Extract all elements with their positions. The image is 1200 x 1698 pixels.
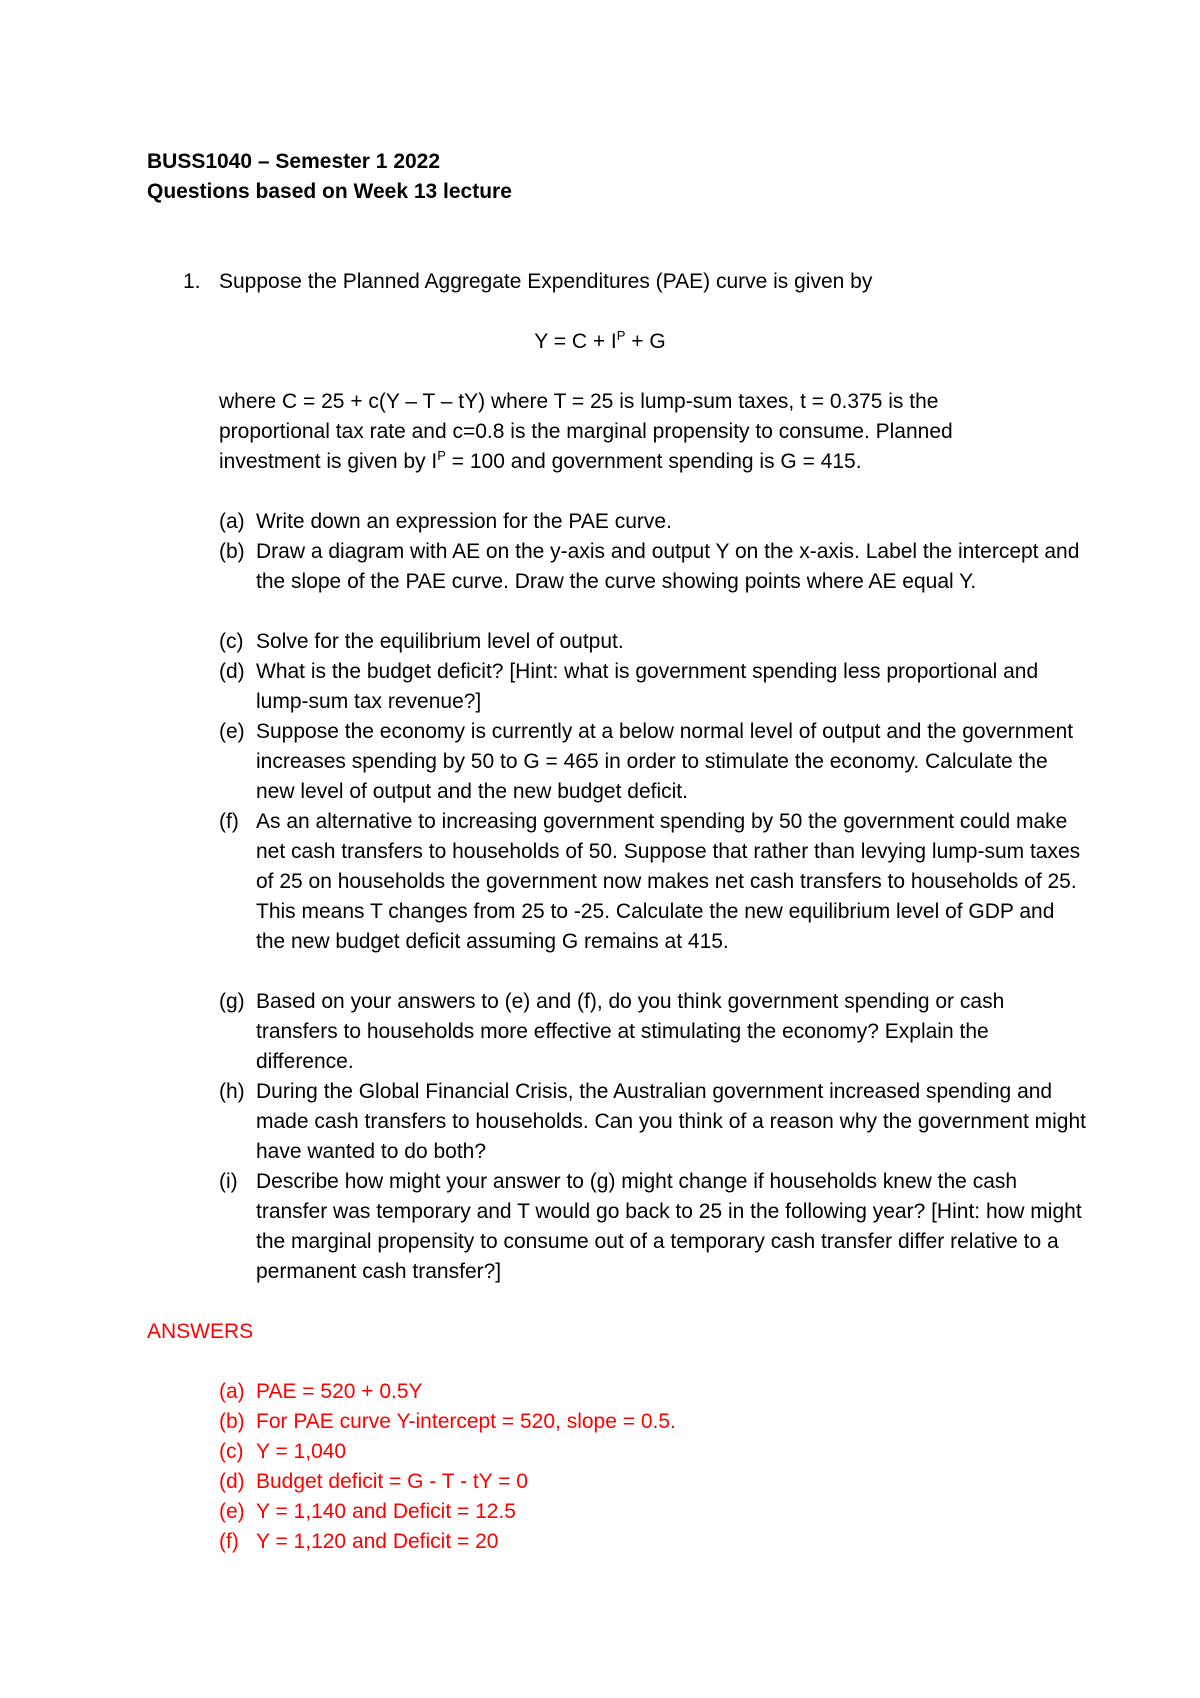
where-line-3 <box>219 447 862 477</box>
answer-text: PAE = 520 + 0.5Y <box>256 1380 423 1403</box>
part-label: (f) <box>219 810 239 833</box>
where-line-2: proportional tax rate and c=0.8 is the marginal propensity to consume. Planned <box>219 420 953 443</box>
course-title: BUSS1040 – Semester 1 2022 <box>147 150 441 173</box>
answer-label: (d) <box>219 1470 245 1493</box>
part-text: As an alternative to increasing government spending by 50 the government could make net cash transfers to households of 50. Suppose that rather than levying lump-sum taxes of 25 on households the government now makes net cash transfers to households of 25. This means T changes from 25 to -25. Calculate the new equilibrium level of GDP and the new budget deficit assuming G remains at 415. <box>256 810 1081 953</box>
part-text: What is the budget deficit? [Hint: what is government spending less proportional and lump-sum tax revenue?] <box>256 660 1039 713</box>
answers-heading: ANSWERS <box>147 1320 254 1343</box>
answer-label: (e) <box>219 1500 245 1523</box>
equation-lhs: Y = C + I <box>534 330 617 353</box>
where-line-3-superscript: P <box>437 448 446 463</box>
answer-text: Y = 1,140 and Deficit = 12.5 <box>256 1500 516 1523</box>
part-text: Draw a diagram with AE on the y-axis and output Y on the x-axis. Label the intercept and the slope of the PAE curve. Draw the curve showing points where AE equal Y. <box>256 540 1080 593</box>
part-text: Based on your answers to (e) and (f), do you think government spending or cash transfers to households more effective at stimulating the economy? Explain the difference. <box>256 990 1005 1073</box>
pae-equation <box>0 327 1200 357</box>
part-label: (b) <box>219 540 245 563</box>
part-label: (i) <box>219 1170 238 1193</box>
part-label: (h) <box>219 1080 245 1103</box>
answer-text: Budget deficit = G - T - tY = 0 <box>256 1470 528 1493</box>
answer-label: (a) <box>219 1380 245 1403</box>
part-label: (c) <box>219 630 244 653</box>
equation-rhs: + G <box>625 330 666 353</box>
answer-label: (c) <box>219 1440 244 1463</box>
part-label: (e) <box>219 720 245 743</box>
part-text: Describe how might your answer to (g) might change if households knew the cash transfer was temporary and T would go back to 25 in the following year? [Hint: how might the marginal propensity to consume out of a temporary cash transfer differ relative to a permanent cash transfer?] <box>256 1170 1082 1283</box>
equation-superscript: P <box>616 328 626 343</box>
answer-label: (b) <box>219 1410 245 1433</box>
document-subtitle: Questions based on Week 13 lecture <box>147 180 512 203</box>
answer-text: For PAE curve Y-intercept = 520, slope = 0.5. <box>256 1410 676 1433</box>
part-text: Suppose the economy is currently at a below normal level of output and the government increases spending by 50 to G = 465 in order to stimulate the economy. Calculate the new level of output and the new budget deficit. <box>256 720 1074 803</box>
part-text: Write down an expression for the PAE curve. <box>256 510 672 533</box>
where-line-1: where C = 25 + c(Y – T – tY) where T = 25 is lump-sum taxes, t = 0.375 is the <box>219 390 939 413</box>
part-label: (a) <box>219 510 245 533</box>
part-label: (g) <box>219 990 245 1013</box>
question-number: 1. <box>183 270 201 293</box>
where-line-3-start: investment is given by I <box>219 450 438 473</box>
where-line-3-end: = 100 and government spending is G = 415. <box>445 450 862 473</box>
answer-label: (f) <box>219 1530 239 1553</box>
part-text: Solve for the equilibrium level of output. <box>256 630 624 653</box>
question-intro: Suppose the Planned Aggregate Expenditures (PAE) curve is given by <box>219 270 873 293</box>
answer-text: Y = 1,040 <box>256 1440 347 1463</box>
part-text: During the Global Financial Crisis, the Australian government increased spending and made cash transfers to households. Can you think of a reason why the government might have wanted to do both? <box>256 1080 1086 1163</box>
answer-text: Y = 1,120 and Deficit = 20 <box>256 1530 499 1553</box>
part-label: (d) <box>219 660 245 683</box>
